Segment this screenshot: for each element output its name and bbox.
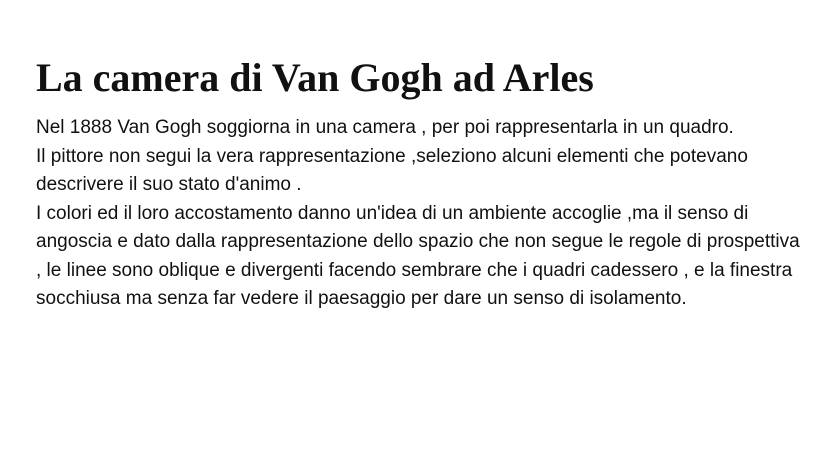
body-paragraph: Il pittore non segui la vera rappresentazione ,seleziono alcuni elementi che potevano descrivere il suo stato d'animo . xyxy=(36,145,748,195)
body-paragraph: I colori ed il loro accostamento danno un'idea di un ambiente accoglie ,ma il senso di angoscia e dato dalla rappresentazione dello spazio che non segue le regole di prospettiva , le linee sono oblique e divergenti facendo sembrare che i quadri cadessero , e la finestra socchiusa ma senza far vedere il paesaggio per dare un senso di isolamento. xyxy=(36,202,800,309)
slide-title: La camera di Van Gogh ad Arles xyxy=(36,55,594,100)
body-paragraph: Nel 1888 Van Gogh soggiorna in una camera , per poi rappresentarla in un quadro. xyxy=(36,117,734,138)
slide-body xyxy=(36,114,806,314)
